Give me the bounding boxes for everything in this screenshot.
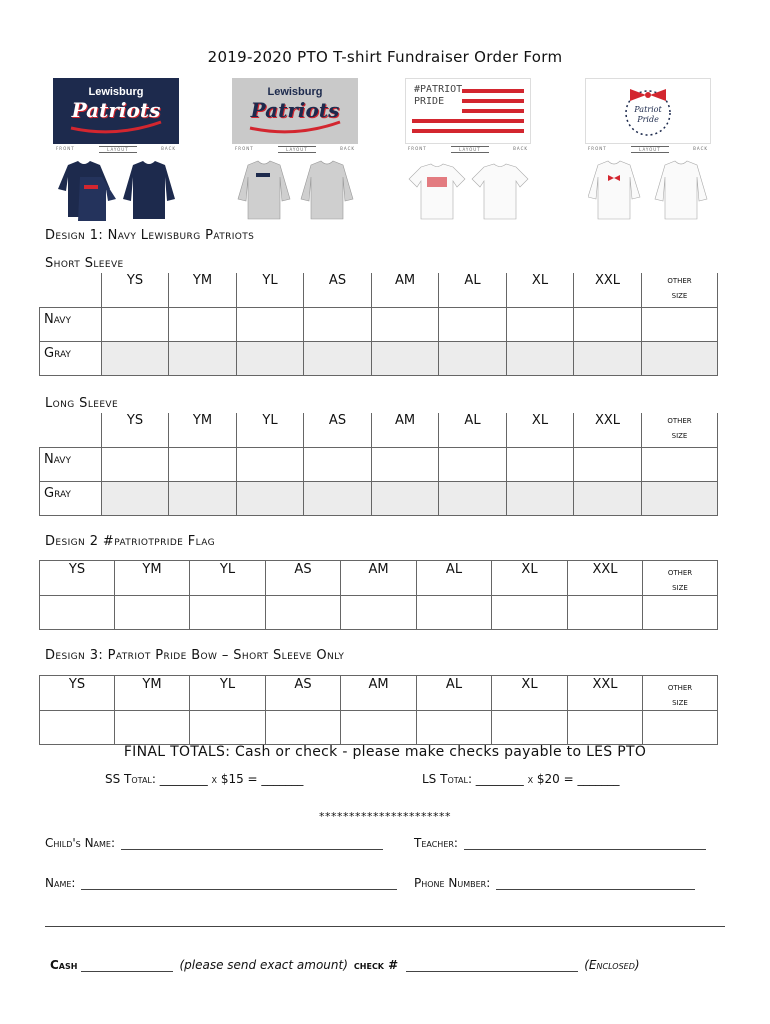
quantity-cell[interactable] bbox=[574, 447, 642, 481]
bow-shirts-front-icon bbox=[588, 159, 648, 221]
size-header: AL bbox=[417, 561, 492, 596]
layout-front-label: FRONT bbox=[235, 146, 254, 151]
quantity-cell[interactable] bbox=[341, 596, 417, 630]
quantity-cell[interactable] bbox=[304, 341, 372, 375]
size-header: YM bbox=[115, 676, 190, 711]
row-label-gray: Gray bbox=[40, 341, 102, 375]
table-header-row bbox=[40, 413, 718, 447]
size-header: XL bbox=[492, 676, 568, 711]
design-2-banner bbox=[405, 78, 531, 144]
quantity-cell[interactable] bbox=[417, 596, 492, 630]
design-2-table bbox=[39, 560, 718, 630]
quantity-cell[interactable] bbox=[439, 307, 507, 341]
quantity-cell[interactable] bbox=[102, 307, 169, 341]
quantity-cell[interactable] bbox=[568, 596, 643, 630]
short-sleeve-total[interactable]: SS Total: ________ x $15 = _______ bbox=[105, 772, 304, 786]
quantity-cell[interactable] bbox=[372, 447, 439, 481]
design-1-banner-script: Patriots bbox=[71, 98, 161, 122]
navy-shirt-back-icon bbox=[121, 159, 177, 221]
design-3-shirts bbox=[585, 155, 711, 221]
quantity-cell[interactable] bbox=[439, 481, 507, 515]
row-label-navy: Navy bbox=[40, 307, 102, 341]
other-label: other bbox=[667, 275, 692, 286]
size-header: XXL bbox=[574, 273, 642, 307]
swoosh-icon bbox=[232, 78, 358, 144]
design-3-banner-line-1: Patriot bbox=[634, 105, 662, 114]
size-header: YL bbox=[190, 676, 266, 711]
long-sleeve-total[interactable]: LS Total: ________ x $20 = _______ bbox=[422, 772, 620, 786]
layout-label: LAYOUT bbox=[631, 146, 669, 153]
design-1-gray-banner bbox=[232, 78, 358, 144]
quantity-cell[interactable] bbox=[642, 307, 718, 341]
size-label: size bbox=[672, 697, 688, 708]
design-1-short-sleeve-table bbox=[39, 273, 718, 376]
quantity-cell[interactable] bbox=[341, 711, 417, 745]
quantity-cell[interactable] bbox=[643, 596, 718, 630]
quantity-cell[interactable] bbox=[439, 447, 507, 481]
size-header: XL bbox=[492, 561, 568, 596]
layout-back-label: BACK bbox=[340, 146, 355, 151]
size-header: YS bbox=[102, 413, 169, 447]
size-header: YS bbox=[40, 561, 115, 596]
design-2-art bbox=[405, 78, 531, 218]
table-row-quantity bbox=[40, 596, 718, 630]
quantity-cell[interactable] bbox=[417, 711, 492, 745]
separator-stars: ********************** bbox=[319, 810, 451, 823]
size-header: YL bbox=[190, 561, 266, 596]
table-row-quantity bbox=[40, 711, 718, 745]
size-header: YM bbox=[115, 561, 190, 596]
quantity-cell[interactable] bbox=[574, 341, 642, 375]
row-label-navy: Navy bbox=[40, 447, 102, 481]
other-size-header bbox=[642, 413, 718, 447]
design-1-long-sleeve-table bbox=[39, 413, 718, 516]
phone-label: Phone Number: bbox=[414, 876, 491, 890]
layout-label: LAYOUT bbox=[99, 146, 137, 153]
quantity-cell[interactable] bbox=[507, 481, 574, 515]
final-totals-title: FINAL TOTALS: Cash or check - please make checks payable to LES PTO bbox=[123, 744, 647, 760]
size-header: AM bbox=[372, 413, 439, 447]
quantity-cell[interactable] bbox=[102, 341, 169, 375]
quantity-cell[interactable] bbox=[372, 341, 439, 375]
size-header: YS bbox=[102, 273, 169, 307]
quantity-cell[interactable] bbox=[102, 447, 169, 481]
quantity-cell[interactable] bbox=[40, 711, 115, 745]
navy-shirts-front-icon bbox=[56, 159, 116, 221]
design-2-shirts bbox=[405, 155, 531, 221]
quantity-cell[interactable] bbox=[115, 711, 190, 745]
quantity-cell[interactable] bbox=[237, 307, 304, 341]
design-artwork-row bbox=[50, 78, 730, 218]
quantity-cell[interactable] bbox=[507, 447, 574, 481]
size-header: XXL bbox=[568, 676, 643, 711]
quantity-cell[interactable] bbox=[642, 341, 718, 375]
quantity-cell[interactable] bbox=[169, 447, 237, 481]
quantity-cell[interactable] bbox=[190, 596, 266, 630]
size-header: XXL bbox=[568, 561, 643, 596]
design-3-layout-label bbox=[585, 146, 711, 153]
quantity-cell[interactable] bbox=[642, 481, 718, 515]
payment-line bbox=[50, 958, 730, 972]
cash-note: (please send exact amount) bbox=[179, 958, 348, 972]
quantity-cell[interactable] bbox=[115, 596, 190, 630]
white-shirt-front-icon bbox=[407, 163, 467, 221]
quantity-cell[interactable] bbox=[169, 341, 237, 375]
quantity-cell[interactable] bbox=[439, 341, 507, 375]
form-title: 2019-2020 PTO T-shirt Fundraiser Order Form bbox=[207, 48, 563, 66]
quantity-cell[interactable] bbox=[40, 596, 115, 630]
cash-label: Cash bbox=[50, 958, 78, 972]
table-header-row bbox=[40, 561, 718, 596]
design-1-gray-layout-label bbox=[232, 146, 358, 153]
table-header-row bbox=[40, 273, 718, 307]
enclosed-note: (Enclosed) bbox=[584, 958, 640, 972]
design-3-title: Design 3: Patriot Pride Bow – Short Sleeve Only bbox=[45, 648, 345, 663]
quantity-cell[interactable] bbox=[266, 711, 341, 745]
design-2-title: Design 2 #patriotpride Flag bbox=[45, 534, 216, 549]
size-header: XL bbox=[507, 413, 574, 447]
name-field[interactable] bbox=[45, 876, 397, 890]
table-row-gray bbox=[40, 341, 718, 375]
design-1-shirts bbox=[53, 155, 179, 221]
size-header: AS bbox=[266, 561, 341, 596]
child-name-field[interactable] bbox=[45, 836, 383, 850]
size-header: XXL bbox=[574, 413, 642, 447]
quantity-cell[interactable] bbox=[266, 596, 341, 630]
layout-front-label: FRONT bbox=[408, 146, 427, 151]
quantity-cell[interactable] bbox=[643, 711, 718, 745]
layout-front-label: FRONT bbox=[588, 146, 607, 151]
phone-field[interactable] bbox=[414, 876, 695, 890]
teacher-label: Teacher: bbox=[414, 836, 458, 850]
divider-line bbox=[45, 926, 725, 927]
size-header: AM bbox=[341, 561, 417, 596]
size-label: size bbox=[671, 430, 688, 441]
design-3-banner-text bbox=[586, 105, 710, 125]
design-3-banner bbox=[585, 78, 711, 144]
child-name-label: Child's Name: bbox=[45, 836, 116, 850]
row-label-gray: Gray bbox=[40, 481, 102, 515]
design-3-table bbox=[39, 675, 718, 745]
teacher-field[interactable] bbox=[414, 836, 706, 850]
design-2-banner-text bbox=[414, 84, 462, 108]
quantity-cell[interactable] bbox=[237, 447, 304, 481]
quantity-cell[interactable] bbox=[102, 481, 169, 515]
gray-shirt-back-icon bbox=[299, 159, 355, 221]
other-label: other bbox=[667, 415, 692, 426]
quantity-cell[interactable] bbox=[304, 307, 372, 341]
quantity-cell[interactable] bbox=[492, 596, 568, 630]
design-3-banner-line-2: Pride bbox=[637, 115, 659, 124]
layout-back-label: BACK bbox=[693, 146, 708, 151]
layout-back-label: BACK bbox=[161, 146, 176, 151]
other-size-header bbox=[643, 561, 718, 596]
quantity-cell[interactable] bbox=[507, 307, 574, 341]
size-header: YS bbox=[40, 676, 115, 711]
check-number-input[interactable] bbox=[406, 958, 578, 972]
check-label: check # bbox=[353, 958, 399, 972]
teacher-input[interactable] bbox=[464, 836, 706, 850]
quantity-cell[interactable] bbox=[304, 447, 372, 481]
size-header: AS bbox=[304, 413, 372, 447]
size-header: XL bbox=[507, 273, 574, 307]
other-size-header bbox=[643, 676, 718, 711]
quantity-cell[interactable] bbox=[237, 481, 304, 515]
table-row-navy bbox=[40, 307, 718, 341]
quantity-cell[interactable] bbox=[574, 307, 642, 341]
size-header: AL bbox=[439, 413, 507, 447]
table-header-row bbox=[40, 676, 718, 711]
size-header: AM bbox=[372, 273, 439, 307]
quantity-cell[interactable] bbox=[492, 711, 568, 745]
size-header: AS bbox=[304, 273, 372, 307]
design-2-banner-line-2: PRIDE bbox=[414, 96, 445, 107]
size-header: YL bbox=[237, 273, 304, 307]
design-2-banner-line-1: #PATRIOT bbox=[414, 84, 463, 95]
cash-amount-input[interactable] bbox=[81, 958, 173, 972]
name-input[interactable] bbox=[81, 876, 397, 890]
other-size-header bbox=[642, 273, 718, 307]
design-1-art bbox=[53, 78, 179, 218]
bow-shirt-back-icon bbox=[653, 159, 709, 221]
child-name-input[interactable] bbox=[121, 836, 383, 850]
white-shirt-back-icon bbox=[470, 163, 530, 221]
size-header: YL bbox=[237, 413, 304, 447]
layout-back-label: BACK bbox=[513, 146, 528, 151]
quantity-cell[interactable] bbox=[190, 711, 266, 745]
design-1-short-sleeve-title: Short Sleeve bbox=[45, 256, 124, 271]
header-empty-cell bbox=[40, 413, 102, 447]
layout-label: LAYOUT bbox=[451, 146, 489, 153]
size-header: AS bbox=[266, 676, 341, 711]
size-header: AM bbox=[341, 676, 417, 711]
quantity-cell[interactable] bbox=[169, 307, 237, 341]
design-3-art bbox=[585, 78, 711, 218]
size-label: size bbox=[672, 582, 688, 593]
quantity-cell[interactable] bbox=[574, 481, 642, 515]
table-row-gray bbox=[40, 481, 718, 515]
size-header: AL bbox=[417, 676, 492, 711]
quantity-cell[interactable] bbox=[507, 341, 574, 375]
design-1-banner-top: Lewisburg bbox=[88, 86, 144, 98]
quantity-cell[interactable] bbox=[372, 481, 439, 515]
design-1-gray-art bbox=[232, 78, 358, 218]
other-label: other bbox=[667, 682, 693, 693]
design-1-layout-label bbox=[53, 146, 179, 153]
design-2-layout-label bbox=[405, 146, 531, 153]
quantity-cell[interactable] bbox=[304, 481, 372, 515]
size-label: size bbox=[671, 290, 688, 301]
table-row-navy bbox=[40, 447, 718, 481]
layout-front-label: FRONT bbox=[56, 146, 75, 151]
phone-input[interactable] bbox=[496, 876, 695, 890]
other-label: other bbox=[667, 567, 693, 578]
swoosh-icon bbox=[53, 78, 179, 144]
quantity-cell[interactable] bbox=[568, 711, 643, 745]
size-header: AL bbox=[439, 273, 507, 307]
quantity-cell[interactable] bbox=[169, 481, 237, 515]
gray-shirt-front-icon bbox=[236, 159, 292, 221]
layout-label: LAYOUT bbox=[278, 146, 316, 153]
size-header: YM bbox=[169, 273, 237, 307]
design-1-long-sleeve-title: Long Sleeve bbox=[45, 396, 119, 411]
design-1-gray-banner-script: Patriots bbox=[250, 98, 340, 122]
quantity-cell[interactable] bbox=[642, 447, 718, 481]
design-1-gray-shirts bbox=[232, 155, 358, 221]
design-1-title: Design 1: Navy Lewisburg Patriots bbox=[45, 228, 255, 243]
design-1-gray-banner-top: Lewisburg bbox=[267, 86, 323, 98]
quantity-cell[interactable] bbox=[237, 341, 304, 375]
header-empty-cell bbox=[40, 273, 102, 307]
name-label: Name: bbox=[45, 876, 76, 890]
size-header: YM bbox=[169, 413, 237, 447]
design-1-banner bbox=[53, 78, 179, 144]
quantity-cell[interactable] bbox=[372, 307, 439, 341]
